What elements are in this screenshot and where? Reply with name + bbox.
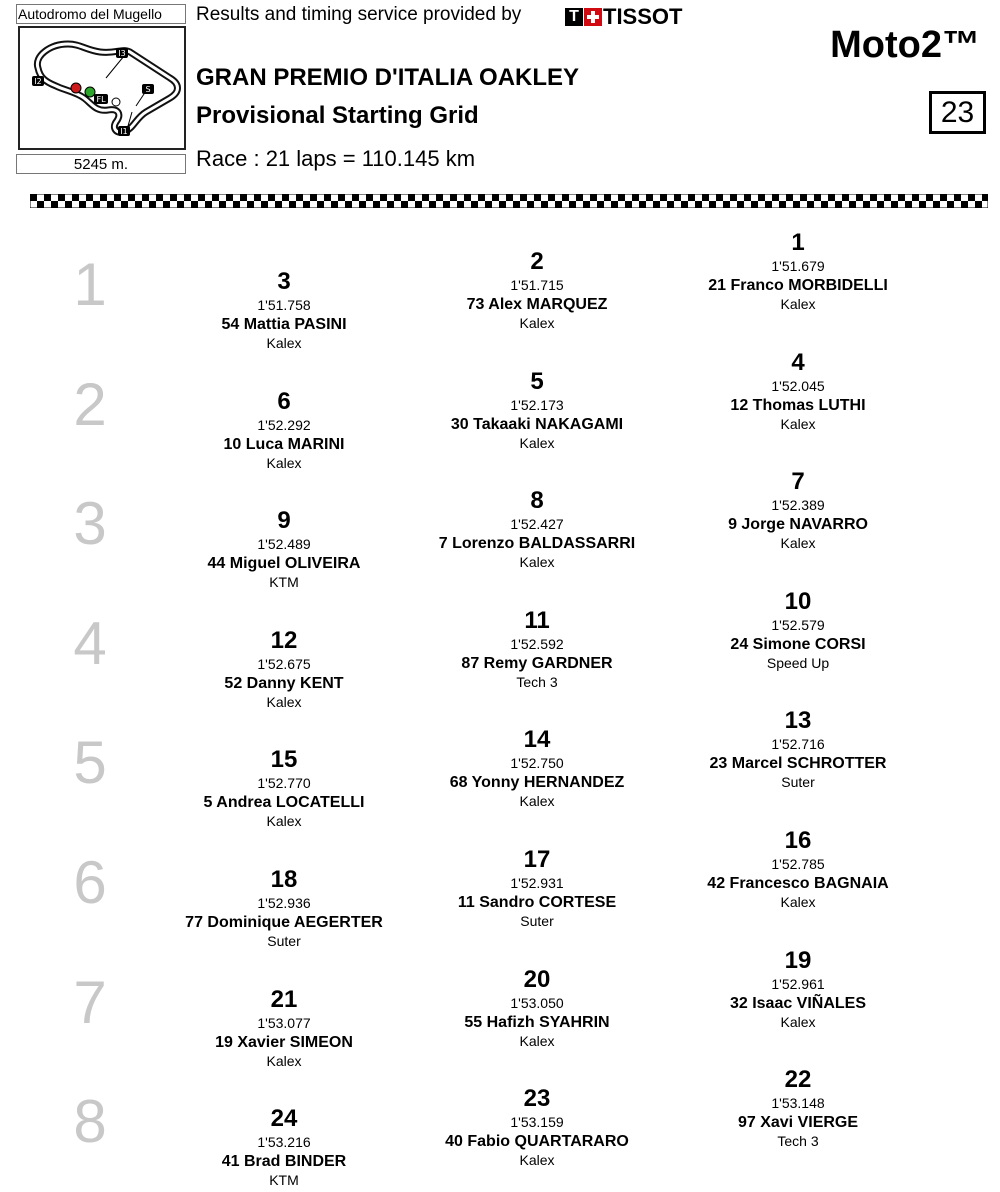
grid-slot bbox=[412, 488, 662, 571]
qualifying-time: 1'51.715 bbox=[510, 277, 564, 293]
circuit-info bbox=[16, 4, 186, 174]
rider-name: 7 Lorenzo BALDASSARRI bbox=[438, 535, 636, 553]
rider-name: 12 Thomas LUTHI bbox=[730, 396, 866, 414]
team-name: KTM bbox=[269, 574, 299, 591]
grid-row-number: 3 bbox=[73, 490, 107, 558]
grid-slot bbox=[412, 727, 662, 810]
swiss-cross-icon bbox=[584, 8, 602, 26]
svg-text:I1: I1 bbox=[120, 127, 128, 136]
team-name: Kalex bbox=[780, 535, 816, 552]
grid-slot bbox=[412, 369, 662, 452]
rider-name: 30 Takaaki NAKAGAMI bbox=[450, 415, 624, 433]
grid-position: 4 bbox=[791, 348, 805, 376]
rider-name: 97 Xavi VIERGE bbox=[737, 1114, 859, 1132]
timing-service-text: Results and timing service provided by bbox=[196, 4, 522, 25]
grid-slot bbox=[673, 589, 923, 672]
rider-name: 9 Jorge NAVARRO bbox=[728, 516, 868, 534]
qualifying-time: 1'53.050 bbox=[510, 994, 564, 1011]
rider-name: 23 Marcel SCHROTTER bbox=[709, 755, 887, 773]
track-map-icon bbox=[18, 26, 186, 150]
grid-position: 19 bbox=[784, 946, 812, 974]
team-name: Kalex bbox=[266, 693, 302, 710]
sponsor-name: TISSOT bbox=[603, 4, 683, 29]
qualifying-time: 1'52.961 bbox=[771, 975, 825, 992]
svg-text:I2: I2 bbox=[34, 77, 42, 86]
team-name: Kalex bbox=[780, 415, 816, 432]
team-name: Suter bbox=[781, 774, 815, 791]
team-name: Tech 3 bbox=[777, 1133, 819, 1150]
grid-slot bbox=[412, 967, 662, 1050]
qualifying-time: 1'52.750 bbox=[510, 755, 564, 772]
team-name: Suter bbox=[520, 913, 554, 929]
team-name: Speed Up bbox=[766, 654, 830, 671]
qualifying-time: 1'52.427 bbox=[510, 516, 564, 533]
qualifying-time: 1'52.770 bbox=[257, 775, 311, 792]
team-name: Tech 3 bbox=[516, 673, 558, 690]
grid-row-number: 4 bbox=[73, 609, 107, 677]
grid-position: 3 bbox=[277, 268, 291, 295]
team-name: KTM bbox=[269, 1172, 299, 1189]
grid-position: 24 bbox=[270, 1105, 298, 1133]
grid-slot bbox=[673, 350, 923, 433]
qualifying-time: 1'53.077 bbox=[257, 1014, 311, 1031]
qualifying-time: 1'52.716 bbox=[771, 736, 825, 753]
grid-slot bbox=[159, 269, 409, 352]
grid-position: 7 bbox=[791, 468, 805, 496]
rider-name: 10 Luca MARINI bbox=[223, 435, 345, 453]
qualifying-time: 1'52.173 bbox=[510, 396, 564, 413]
team-name: Kalex bbox=[266, 454, 302, 471]
grid-slot bbox=[159, 987, 409, 1070]
rider-name: 11 Sandro CORTESE bbox=[457, 894, 617, 911]
grid-position: 20 bbox=[523, 965, 551, 993]
grid-position: 10 bbox=[784, 587, 812, 615]
grid-position: 16 bbox=[784, 827, 812, 854]
team-name: Kalex bbox=[519, 554, 555, 571]
grid-position: 17 bbox=[523, 846, 551, 873]
qualifying-time: 1'52.045 bbox=[771, 377, 825, 394]
grid-position: 1 bbox=[791, 229, 805, 256]
grid-position: 15 bbox=[270, 746, 298, 774]
team-name: Kalex bbox=[780, 894, 816, 910]
grid-row-number: 7 bbox=[73, 968, 107, 1036]
team-name: Kalex bbox=[519, 1032, 555, 1049]
rider-name: 42 Francesco BAGNAIA bbox=[707, 875, 889, 892]
qualifying-time: 1'51.758 bbox=[257, 297, 311, 313]
grid-slot bbox=[673, 230, 923, 313]
rider-name: 52 Danny KENT bbox=[224, 674, 344, 692]
grid-slot bbox=[412, 608, 662, 691]
grid-slot bbox=[412, 847, 662, 930]
grid-slot bbox=[673, 1067, 923, 1150]
grid-position: 2 bbox=[530, 248, 544, 275]
rider-name: 19 Xavier SIMEON bbox=[215, 1033, 353, 1051]
grid-row-number: 6 bbox=[73, 849, 107, 916]
qualifying-time: 1'52.389 bbox=[771, 497, 825, 514]
grid-position: 21 bbox=[270, 985, 298, 1013]
grid-position: 12 bbox=[270, 626, 298, 654]
grid-row-number: 5 bbox=[73, 729, 107, 797]
grid-slot bbox=[159, 867, 409, 950]
grid-row-number: 8 bbox=[73, 1088, 107, 1156]
grid-slot bbox=[159, 508, 409, 591]
document-title: Provisional Starting Grid bbox=[196, 102, 479, 129]
rider-name: 21 Franco MORBIDELLI bbox=[708, 277, 888, 294]
class-name: Moto2™ bbox=[830, 24, 980, 66]
grid-slot bbox=[673, 708, 923, 791]
team-name: Suter bbox=[267, 933, 301, 949]
qualifying-time: 1'52.489 bbox=[257, 536, 311, 553]
tissot-logo bbox=[565, 6, 682, 28]
qualifying-time: 1'52.675 bbox=[257, 655, 311, 672]
grid-slot bbox=[159, 628, 409, 711]
grid-position: 18 bbox=[270, 866, 298, 893]
qualifying-time: 1'53.159 bbox=[510, 1114, 564, 1131]
grid-position: 22 bbox=[784, 1066, 812, 1094]
grid-slot bbox=[673, 469, 923, 552]
team-name: Kalex bbox=[519, 1152, 555, 1169]
rider-name: 40 Fabio QUARTARARO bbox=[445, 1133, 629, 1151]
qualifying-time: 1'52.579 bbox=[771, 616, 825, 633]
circuit-name: Autodromo del Mugello bbox=[16, 4, 186, 24]
team-name: Kalex bbox=[519, 434, 555, 451]
grid-position: 23 bbox=[523, 1085, 551, 1113]
qualifying-time: 1'53.216 bbox=[257, 1134, 311, 1151]
grid-slot bbox=[412, 1086, 662, 1169]
grid-slot bbox=[673, 828, 923, 911]
grid-slot bbox=[673, 948, 923, 1031]
rider-name: 55 Hafizh SYAHRIN bbox=[464, 1013, 610, 1031]
rider-name: 24 Simone CORSI bbox=[730, 635, 866, 653]
grid-position: 5 bbox=[530, 367, 544, 395]
event-title: GRAN PREMIO D'ITALIA OAKLEY bbox=[196, 64, 580, 91]
team-name: Kalex bbox=[519, 315, 555, 331]
rider-name: 68 Yonny HERNANDEZ bbox=[449, 774, 625, 792]
rider-name: 44 Miguel OLIVEIRA bbox=[207, 555, 361, 573]
team-name: Kalex bbox=[266, 1052, 302, 1069]
grid-slot bbox=[159, 389, 409, 472]
team-name: Kalex bbox=[266, 813, 302, 830]
svg-text:I3: I3 bbox=[118, 49, 126, 58]
grid-position: 8 bbox=[530, 487, 544, 515]
tissot-t-block-icon: T bbox=[565, 8, 583, 26]
qualifying-time: 1'52.785 bbox=[771, 856, 825, 872]
qualifying-time: 1'51.679 bbox=[771, 258, 825, 274]
rider-name: 87 Remy GARDNER bbox=[461, 654, 613, 672]
rider-name: 41 Brad BINDER bbox=[221, 1153, 347, 1171]
grid-position: 9 bbox=[277, 507, 291, 535]
grid-position: 14 bbox=[523, 726, 551, 754]
grid-row-number: 1 bbox=[73, 251, 107, 318]
qualifying-time: 1'52.931 bbox=[510, 875, 564, 891]
qualifying-time: 1'52.936 bbox=[257, 895, 311, 911]
rider-name: 77 Dominique AEGERTER bbox=[185, 914, 383, 931]
rider-name: 32 Isaac VIÑALES bbox=[729, 994, 867, 1012]
team-name: Kalex bbox=[780, 296, 816, 312]
svg-text:S: S bbox=[145, 85, 151, 94]
rider-name: 54 Mattia PASINI bbox=[221, 316, 347, 333]
checkered-divider bbox=[30, 194, 988, 208]
qualifying-time: 1'53.148 bbox=[771, 1095, 825, 1112]
qualifying-time: 1'52.292 bbox=[257, 416, 311, 433]
grid-position: 13 bbox=[784, 707, 812, 735]
grid-slot bbox=[412, 249, 662, 332]
race-info: Race : 21 laps = 110.145 km bbox=[196, 146, 476, 171]
team-name: Kalex bbox=[780, 1013, 816, 1030]
team-name: Kalex bbox=[519, 793, 555, 810]
team-name: Kalex bbox=[266, 335, 302, 351]
rider-name: 5 Andrea LOCATELLI bbox=[203, 794, 365, 812]
grid-slot bbox=[159, 747, 409, 830]
grid-position: 11 bbox=[524, 606, 550, 634]
grid-slot bbox=[159, 1106, 409, 1189]
circuit-length: 5245 m. bbox=[16, 154, 186, 174]
grid-row-number: 2 bbox=[73, 370, 107, 438]
qualifying-time: 1'52.592 bbox=[510, 635, 564, 652]
grid-position: 6 bbox=[277, 387, 291, 415]
svg-text:FL: FL bbox=[96, 95, 106, 104]
rider-name: 73 Alex MARQUEZ bbox=[466, 296, 608, 313]
page-number: 23 bbox=[929, 91, 986, 134]
